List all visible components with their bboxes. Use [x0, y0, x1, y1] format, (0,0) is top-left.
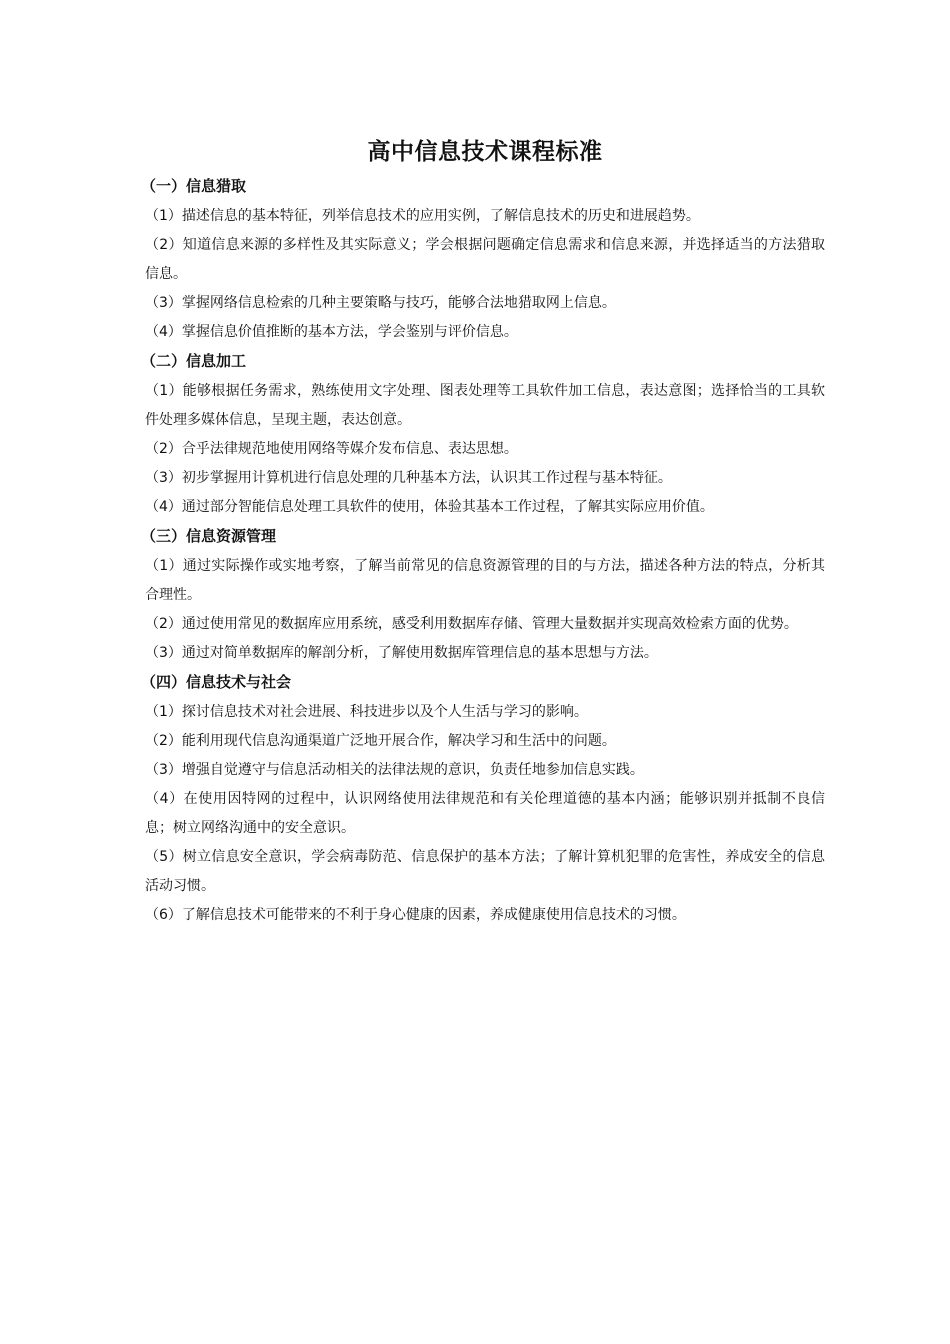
list-item: （4）在使用因特网的过程中，认识网络使用法律规范和有关伦理道德的基本内涵；能够识别并抵制不良信息；树立网络沟通中的安全意识。 — [145, 791, 825, 836]
section-information-technology-and-society — [141, 670, 825, 930]
list-item: （1）能够根据任务需求，熟练使用文字处理、图表处理等工具软件加工信息，表达意图；选择恰当的工具软件处理多媒体信息，呈现主题，表达创意。 — [145, 383, 825, 428]
section-heading: （一）信息猎取 — [141, 177, 247, 195]
list-item: （2）能利用现代信息沟通渠道广泛地开展合作，解决学习和生活中的问题。 — [145, 733, 616, 749]
section-heading: （四）信息技术与社会 — [141, 673, 292, 691]
list-item: （4）掌握信息价值推断的基本方法，学会鉴别与评价信息。 — [145, 324, 518, 340]
list-item: （3）通过对简单数据库的解剖分析，了解使用数据库管理信息的基本思想与方法。 — [145, 645, 658, 661]
section-information-resource-management — [141, 524, 825, 668]
list-item: （3）掌握网络信息检索的几种主要策略与技巧，能够合法地猎取网上信息。 — [145, 295, 616, 311]
list-item: （2）合乎法律规范地使用网络等媒介发布信息、表达思想。 — [145, 441, 518, 457]
list-item: （2）知道信息来源的多样性及其实际意义；学会根据问题确定信息需求和信息来源，并选择适当的方法猎取信息。 — [145, 237, 825, 282]
document-title: 高中信息技术课程标准 — [367, 139, 603, 165]
list-item: （3）初步掌握用计算机进行信息处理的几种基本方法，认识其工作过程与基本特征。 — [145, 470, 672, 486]
list-item: （1）探讨信息技术对社会进展、科技进步以及个人生活与学习的影响。 — [145, 704, 588, 720]
document-body — [141, 134, 825, 930]
list-item: （3）增强自觉遵守与信息活动相关的法律法规的意识，负责任地参加信息实践。 — [145, 762, 644, 778]
list-item: （2）通过使用常见的数据库应用系统，感受利用数据库存储、管理大量数据并实现高效检索方面的优势。 — [145, 616, 798, 632]
section-information-processing — [141, 349, 825, 522]
section-heading: （三）信息资源管理 — [141, 527, 277, 545]
list-item: （4）通过部分智能信息处理工具软件的使用，体验其基本工作过程，了解其实际应用价值。 — [145, 499, 714, 515]
list-item: （6）了解信息技术可能带来的不利于身心健康的因素，养成健康使用信息技术的习惯。 — [145, 907, 686, 923]
list-item: （1）通过实际操作或实地考察，了解当前常见的信息资源管理的目的与方法，描述各种方法的特点，分析其合理性。 — [145, 558, 825, 603]
section-information-acquisition — [141, 174, 825, 347]
section-heading: （二）信息加工 — [141, 352, 247, 370]
list-item: （1）描述信息的基本特征，列举信息技术的应用实例，了解信息技术的历史和进展趋势。 — [145, 208, 700, 224]
list-item: （5）树立信息安全意识，学会病毒防范、信息保护的基本方法；了解计算机犯罪的危害性，养成安全的信息活动习惯。 — [145, 849, 825, 894]
